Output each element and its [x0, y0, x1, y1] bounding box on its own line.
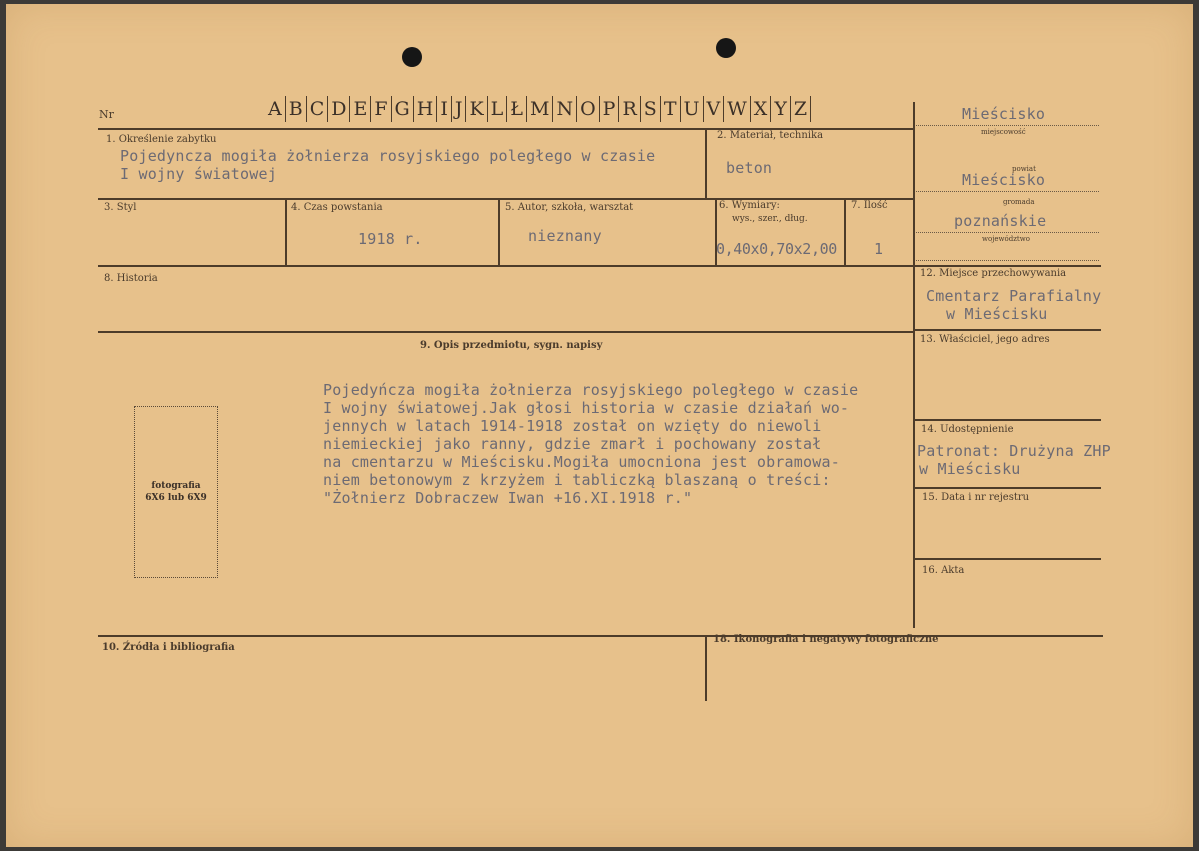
- f13-label: 13. Właściciel, jego adres: [920, 334, 1050, 345]
- index-letter: V: [704, 96, 725, 122]
- rule-row4: [98, 331, 913, 333]
- f5-value: nieznany: [528, 227, 602, 245]
- f9-line-2: I wojny światowej.Jak głosi historia w czasie działań wo-: [323, 399, 850, 417]
- rule-row2: [98, 198, 913, 200]
- index-letter: R: [619, 96, 640, 122]
- f14-value-line2: w Mieścisku: [919, 460, 1021, 478]
- index-letter: K: [466, 96, 487, 122]
- rule-r14: [914, 419, 1101, 421]
- index-letter: X: [751, 96, 772, 122]
- f12-value-line1: Cmentarz Parafialny: [926, 287, 1102, 305]
- location-bottom-line: [916, 260, 1099, 261]
- f9-line-6: niem betonowym z krzyżem i tabliczką blaszaną o treści:: [323, 471, 831, 489]
- index-letter: T: [661, 96, 681, 122]
- photo-label-1: fotografia: [151, 481, 201, 491]
- powiat-label: powiat: [1012, 165, 1036, 173]
- f2-label: 2. Materiał, technika: [717, 130, 824, 141]
- f7-label: 7. Ilość: [851, 200, 888, 211]
- f9-label: 9. Opis przedmiotu, sygn. napisy: [420, 340, 603, 351]
- miejscowosc-value: Mieścisko: [962, 105, 1046, 123]
- rule-f4-f5: [498, 198, 500, 266]
- f9-line-5: na cmentarzu w Mieścisku.Mogiła umocniona jest obramowa-: [323, 453, 840, 471]
- rule-f6-f7: [844, 198, 846, 266]
- f4-value: 1918 r.: [358, 230, 423, 248]
- rule-bottom: [98, 635, 1103, 637]
- index-letter: F: [371, 96, 391, 122]
- f3-label: 3. Styl: [104, 202, 137, 213]
- powiat-value: Mieścisko: [962, 171, 1046, 189]
- f9-line-1: Pojedyńcza mogiła żołnierza rosyjskiego poległego w czasie: [323, 381, 859, 399]
- f2-value: beton: [726, 159, 773, 177]
- index-letter: Y: [771, 96, 791, 122]
- index-letter: B: [286, 96, 307, 122]
- f8-label: 8. Historia: [104, 273, 158, 284]
- f16-label: 16. Akta: [922, 565, 965, 576]
- rule-f3-f4: [285, 198, 287, 266]
- index-letter: A: [265, 96, 286, 122]
- punch-hole-left: [402, 47, 422, 67]
- index-letter: D: [328, 96, 350, 122]
- rule-f10-f18: [705, 635, 707, 701]
- f6-value: 0,40x0,70x2,00: [716, 240, 837, 258]
- f14-value-line1: Patronat: Drużyna ZHP: [917, 442, 1111, 460]
- miejscowosc-label: miejscowość: [981, 128, 1026, 136]
- rule-main-vertical: [913, 102, 915, 628]
- index-letter: Ł: [507, 96, 527, 122]
- index-letter: S: [641, 96, 661, 122]
- index-letter: N: [553, 96, 577, 122]
- index-letter: L: [488, 96, 508, 122]
- record-card: [6, 4, 1193, 847]
- f10-label: 10. Źródła i bibliografia: [102, 642, 235, 653]
- f12-label: 12. Miejsce przechowywania: [920, 268, 1067, 279]
- rule-r16: [914, 558, 1101, 560]
- f5-label: 5. Autor, szkoła, warsztat: [505, 202, 634, 213]
- rule-row3: [98, 265, 913, 267]
- f9-line-3: jennych w latach 1914-1918 został on wzięty do niewoli: [323, 417, 822, 435]
- miejscowosc-line: [916, 125, 1099, 126]
- index-letter: J: [452, 96, 467, 122]
- punch-hole-right: [716, 38, 736, 58]
- f9-line-7: "Żołnierz Dobraczew Iwan +16.XI.1918 r.": [323, 489, 693, 507]
- f18-label: 18. Ikonografia i negatywy fotograficzne: [713, 634, 939, 645]
- index-letter: O: [577, 96, 600, 122]
- photo-placeholder: [134, 406, 218, 578]
- index-letter: M: [527, 96, 553, 122]
- wojewodztwo-line: [916, 232, 1099, 233]
- wojewodztwo-value: poznańskie: [954, 212, 1047, 230]
- powiat-line: [916, 191, 1099, 192]
- rule-r13: [914, 329, 1101, 331]
- f9-line-4: niemieckiej jako ranny, gdzie zmarł i pochowany został: [323, 435, 822, 453]
- f15-label: 15. Data i nr rejestru: [922, 492, 1030, 503]
- f1-value-line2: I wojny światowej: [120, 165, 277, 183]
- index-letter: Z: [791, 96, 811, 122]
- f4-label: 4. Czas powstania: [291, 202, 383, 213]
- f6-label: 6. Wymiary:: [719, 200, 780, 211]
- f7-value: 1: [874, 240, 884, 258]
- wojewodztwo-label: województwo: [982, 235, 1030, 243]
- rule-r15: [914, 487, 1101, 489]
- f14-label: 14. Udostępnienie: [921, 424, 1014, 435]
- f12-value-line2: w Mieścisku: [946, 305, 1048, 323]
- f6-sublabel: wys., szer., dług.: [732, 214, 808, 224]
- index-letter: H: [414, 96, 438, 122]
- rule-r12: [914, 265, 1101, 267]
- rule-f1-f2: [705, 128, 707, 199]
- index-letter: I: [437, 96, 452, 122]
- f1-value-line1: Pojedyncza mogiła żołnierza rosyjskiego poległego w czasie: [120, 147, 656, 165]
- index-letter: E: [350, 96, 371, 122]
- index-letter: W: [724, 96, 751, 122]
- index-letter: G: [392, 96, 414, 122]
- index-letter: C: [307, 96, 329, 122]
- photo-label-2: 6X6 lub 6X9: [145, 493, 207, 503]
- nr-label: Nr: [99, 108, 114, 121]
- index-letter: U: [681, 96, 704, 122]
- alphabet-index: [265, 96, 811, 122]
- gromada-label: gromada: [1003, 198, 1035, 206]
- f1-label: 1. Określenie zabytku: [106, 134, 217, 145]
- index-letter: P: [600, 96, 620, 122]
